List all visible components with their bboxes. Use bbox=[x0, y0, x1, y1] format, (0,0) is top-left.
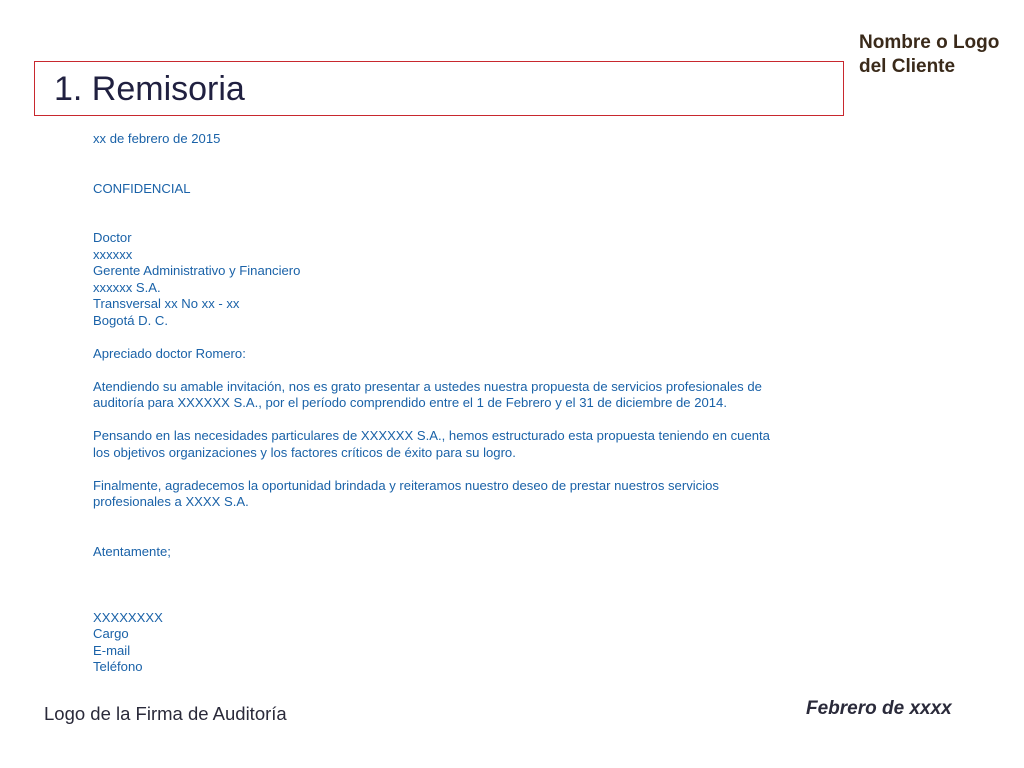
paragraph-3-line-2: profesionales a XXXX S.A. bbox=[93, 494, 249, 509]
paragraph-2-line-1: Pensando en las necesidades particulares de XXXXXX S.A., hemos estructurado esta propuesta teniendo en cuenta bbox=[93, 428, 770, 443]
recipient-title: Doctor bbox=[93, 230, 132, 245]
client-logo-placeholder bbox=[859, 31, 1019, 79]
paragraph-1-line-2: auditoría para XXXXXX S.A., por el período comprendido entre el 1 de Febrero y el 31 de diciembre de 2014. bbox=[93, 395, 727, 410]
signature-position: Cargo bbox=[93, 626, 129, 641]
closing: Atentamente; bbox=[93, 543, 171, 559]
signature-phone: Teléfono bbox=[93, 659, 143, 674]
client-logo-line2: del Cliente bbox=[859, 56, 956, 77]
cover-letter bbox=[93, 131, 833, 676]
greeting: Apreciado doctor Romero: bbox=[93, 345, 246, 361]
recipient-city: Bogotá D. C. bbox=[93, 312, 168, 328]
page-title: 1. Remisoria bbox=[54, 70, 245, 108]
paragraph-2-line-2: los objetivos organizaciones y los factores críticos de éxito para su logro. bbox=[93, 444, 516, 460]
recipient-name: xxxxxx bbox=[93, 246, 133, 262]
signature-name: XXXXXXXX bbox=[93, 609, 163, 625]
recipient-position: Gerente Administrativo y Financiero bbox=[93, 263, 301, 278]
audit-firm-logo-placeholder: Logo de la Firma de Auditoría bbox=[44, 703, 287, 724]
client-logo-line1: Nombre o Logo bbox=[859, 32, 1000, 53]
recipient-address: Transversal xx No xx - xx bbox=[93, 296, 240, 311]
paragraph-1-line-1: Atendiendo su amable invitación, nos es grato presentar a ustedes nuestra propuesta de servicios profesionales de bbox=[93, 378, 762, 394]
paragraph-3-line-1: Finalmente, agradecemos la oportunidad brindada y reiteramos nuestro deseo de prestar nuestros servicios bbox=[93, 477, 719, 493]
signature-email: E-mail bbox=[93, 642, 131, 658]
letter-date: xx de febrero de 2015 bbox=[93, 131, 221, 146]
confidential-label: CONFIDENCIAL bbox=[93, 180, 191, 196]
recipient-company: xxxxxx S.A. bbox=[93, 279, 161, 295]
footer-date: Febrero de xxxx bbox=[806, 698, 952, 719]
